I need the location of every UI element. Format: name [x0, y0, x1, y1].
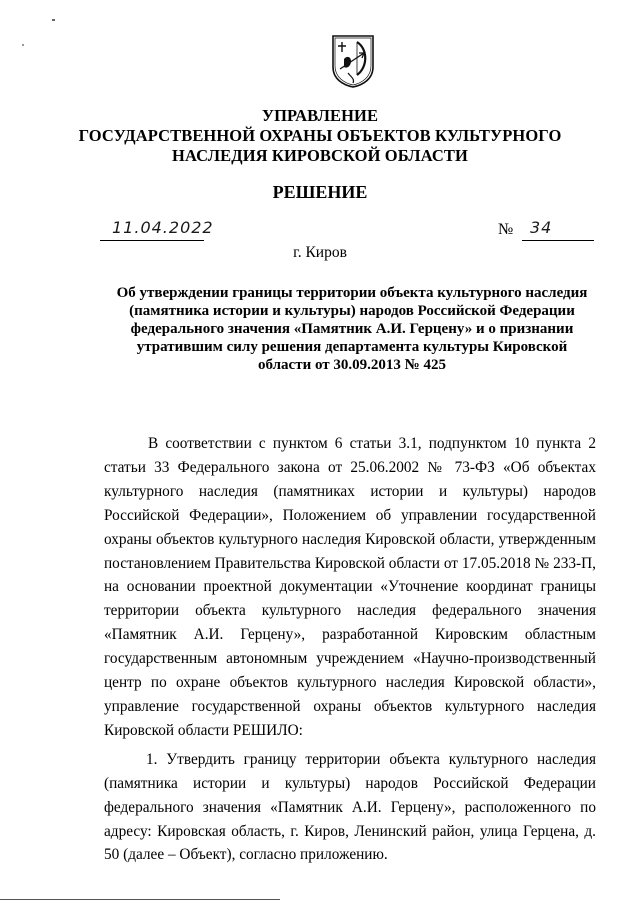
coat-of-arms-icon [330, 33, 376, 89]
document-type-title: РЕШЕНИЕ [272, 182, 368, 202]
number-field [522, 220, 594, 241]
subject-line: Об утверждении границы территории объекта культурного наследия [116, 285, 588, 301]
page-bottom-rule [0, 899, 280, 900]
preamble-paragraph: В соответствии с пунктом 6 статьи 3.1, подпунктом 10 пункта 2 статьи 33 Федерального закона от 25.06.2002 № 73-ФЗ «Об объектах культурного наследия (памятниках истории и культуры) народов Российской Федерации», Положением об управлении государственной охраны объектов культурного наследия Кировской области, утвержденным постановлением Правительства Кировской области от 17.05.2018 № 233-П, на основании проектной документации «Уточнение координат границы территории объекта культурного наследия федерального значения «Памятник А.И. Герцену», разработанной Кировским областным государственным автономным учреждением «Научно-производственный центр по охране объектов культурного наследия Кировской области», управление государственной охраны объектов культурного наследия Кировской области РЕШИЛО: [104, 435, 596, 739]
issuer-line: ГОСУДАРСТВЕННОЙ ОХРАНЫ ОБЪЕКТОВ КУЛЬТУРНОГО [78, 126, 562, 145]
handwritten-date: 11.04.2022 [112, 218, 214, 237]
clause-1-paragraph: 1. Утвердить границу территории объекта культурного наследия (памятника истории и культуры) народов Российской Федерации федерального значения «Памятник А.И. Герцену», расположенного по адресу: Кировская область, г. Киров, Ленинский район, улица Герцена, д. 50 (далее – Объект), согласно приложению. [104, 750, 596, 864]
issuer-line: УПРАВЛЕНИЕ [261, 106, 379, 125]
scan-speck [22, 44, 24, 46]
scan-speck [52, 19, 55, 21]
issuer-header [60, 106, 580, 166]
subject-line: (памятника истории и культуры) народов Российской Федерации [129, 303, 575, 319]
subject-line: федерального значения «Памятник А.И. Герцену» и о признании [130, 321, 574, 337]
number-label: № [498, 221, 514, 238]
issuer-line: НАСЛЕДИЯ КИРОВСКОЙ ОБЛАСТИ [172, 146, 468, 165]
subject-line: области от 30.09.2013 № 425 [258, 357, 446, 373]
decision-subject [108, 284, 596, 374]
handwritten-number: 34 [530, 218, 553, 237]
city-line: г. Киров [293, 244, 347, 261]
date-field [100, 218, 214, 241]
document-body [104, 432, 596, 867]
subject-line: утратившим силу решения департамента культуры Кировской [136, 339, 568, 355]
